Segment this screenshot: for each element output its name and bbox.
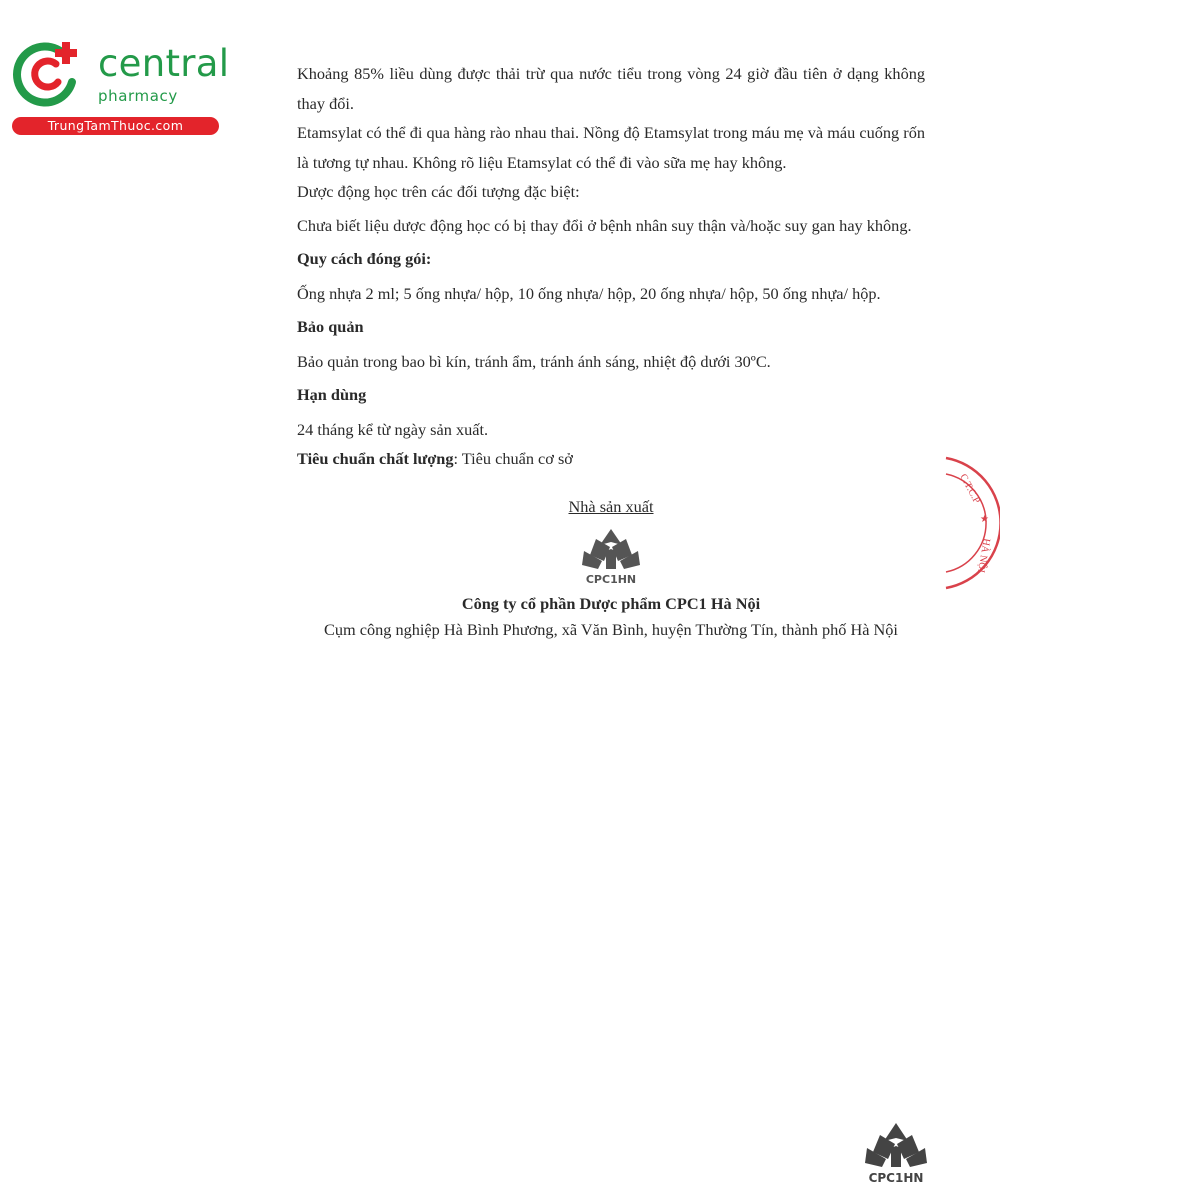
quality-label: Tiêu chuẩn chất lượng (297, 449, 454, 468)
footer-logo-text: CPC1HN (868, 1171, 924, 1185)
shelf-life-heading: Hạn dùng (297, 385, 367, 404)
leaflet-body (297, 59, 925, 643)
packaging-heading: Quy cách đóng gói: (297, 249, 432, 268)
shelf-life-text: 24 tháng kể từ ngày sản xuất. (297, 419, 489, 439)
company-name: Công ty cổ phần Dược phẩm CPC1 Hà Nội (461, 594, 761, 613)
paragraph-placenta: Etamsylat có thể đi qua hàng rào nhau thai. Nồng độ Etamsylat trong máu mẹ và máu cuống rốn là tương tự nhau. Không rõ liệu Etamsylat có thể đi vào sữa mẹ hay không. (297, 123, 925, 172)
storage-text: Bảo quản trong bao bì kín, tránh ẩm, tránh ánh sáng, nhiệt độ dưới 30ºC. (297, 351, 771, 371)
company-stamp (938, 452, 1000, 594)
pharmacy-cross-logo-icon (10, 38, 80, 108)
manufacturer-heading (297, 492, 925, 522)
quality-standard (297, 444, 925, 474)
stamp-text-top: C.T.C.P (957, 472, 982, 506)
quality-value: : Tiêu chuẩn cơ sở (453, 449, 573, 468)
cpc1hn-logo (576, 525, 646, 587)
storage-heading: Bảo quản (297, 317, 364, 336)
paragraph-special-populations: Dược động học trên các đối tượng đặc biệt: (297, 182, 580, 201)
brand-name: central (98, 42, 230, 85)
stamp-star-icon: ★ (980, 514, 989, 525)
stamp-text-bottom: HÀ NỘI (975, 537, 992, 574)
packaging-text: Ống nhựa 2 ml; 5 ống nhựa/ hộp, 10 ống nhựa/ hộp, 20 ống nhựa/ hộp, 50 ống nhựa/ hộp. (297, 283, 881, 303)
manufacturer-heading-text: Nhà sản xuất (568, 496, 654, 516)
central-pharmacy-logo (10, 38, 230, 138)
cpc1hn-logo-text: CPC1HN (585, 573, 637, 586)
paragraph-renal-hepatic: Chưa biết liệu dược động học có bị thay đổi ở bệnh nhân suy thận và/hoặc suy gan hay không. (297, 215, 912, 235)
footer-cpc1hn-logo (860, 1120, 932, 1186)
company-address: Cụm công nghiệp Hà Bình Phương, xã Văn Bình, huyện Thường Tín, thành phố Hà Nội (324, 620, 898, 639)
brand-tagline: pharmacy (98, 87, 178, 105)
paragraph-excretion: Khoảng 85% liều dùng được thải trừ qua nước tiểu trong vòng 24 giờ đầu tiên ở dạng không thay đổi. (297, 64, 925, 113)
brand-website: TrungTamThuoc.com (12, 117, 219, 135)
